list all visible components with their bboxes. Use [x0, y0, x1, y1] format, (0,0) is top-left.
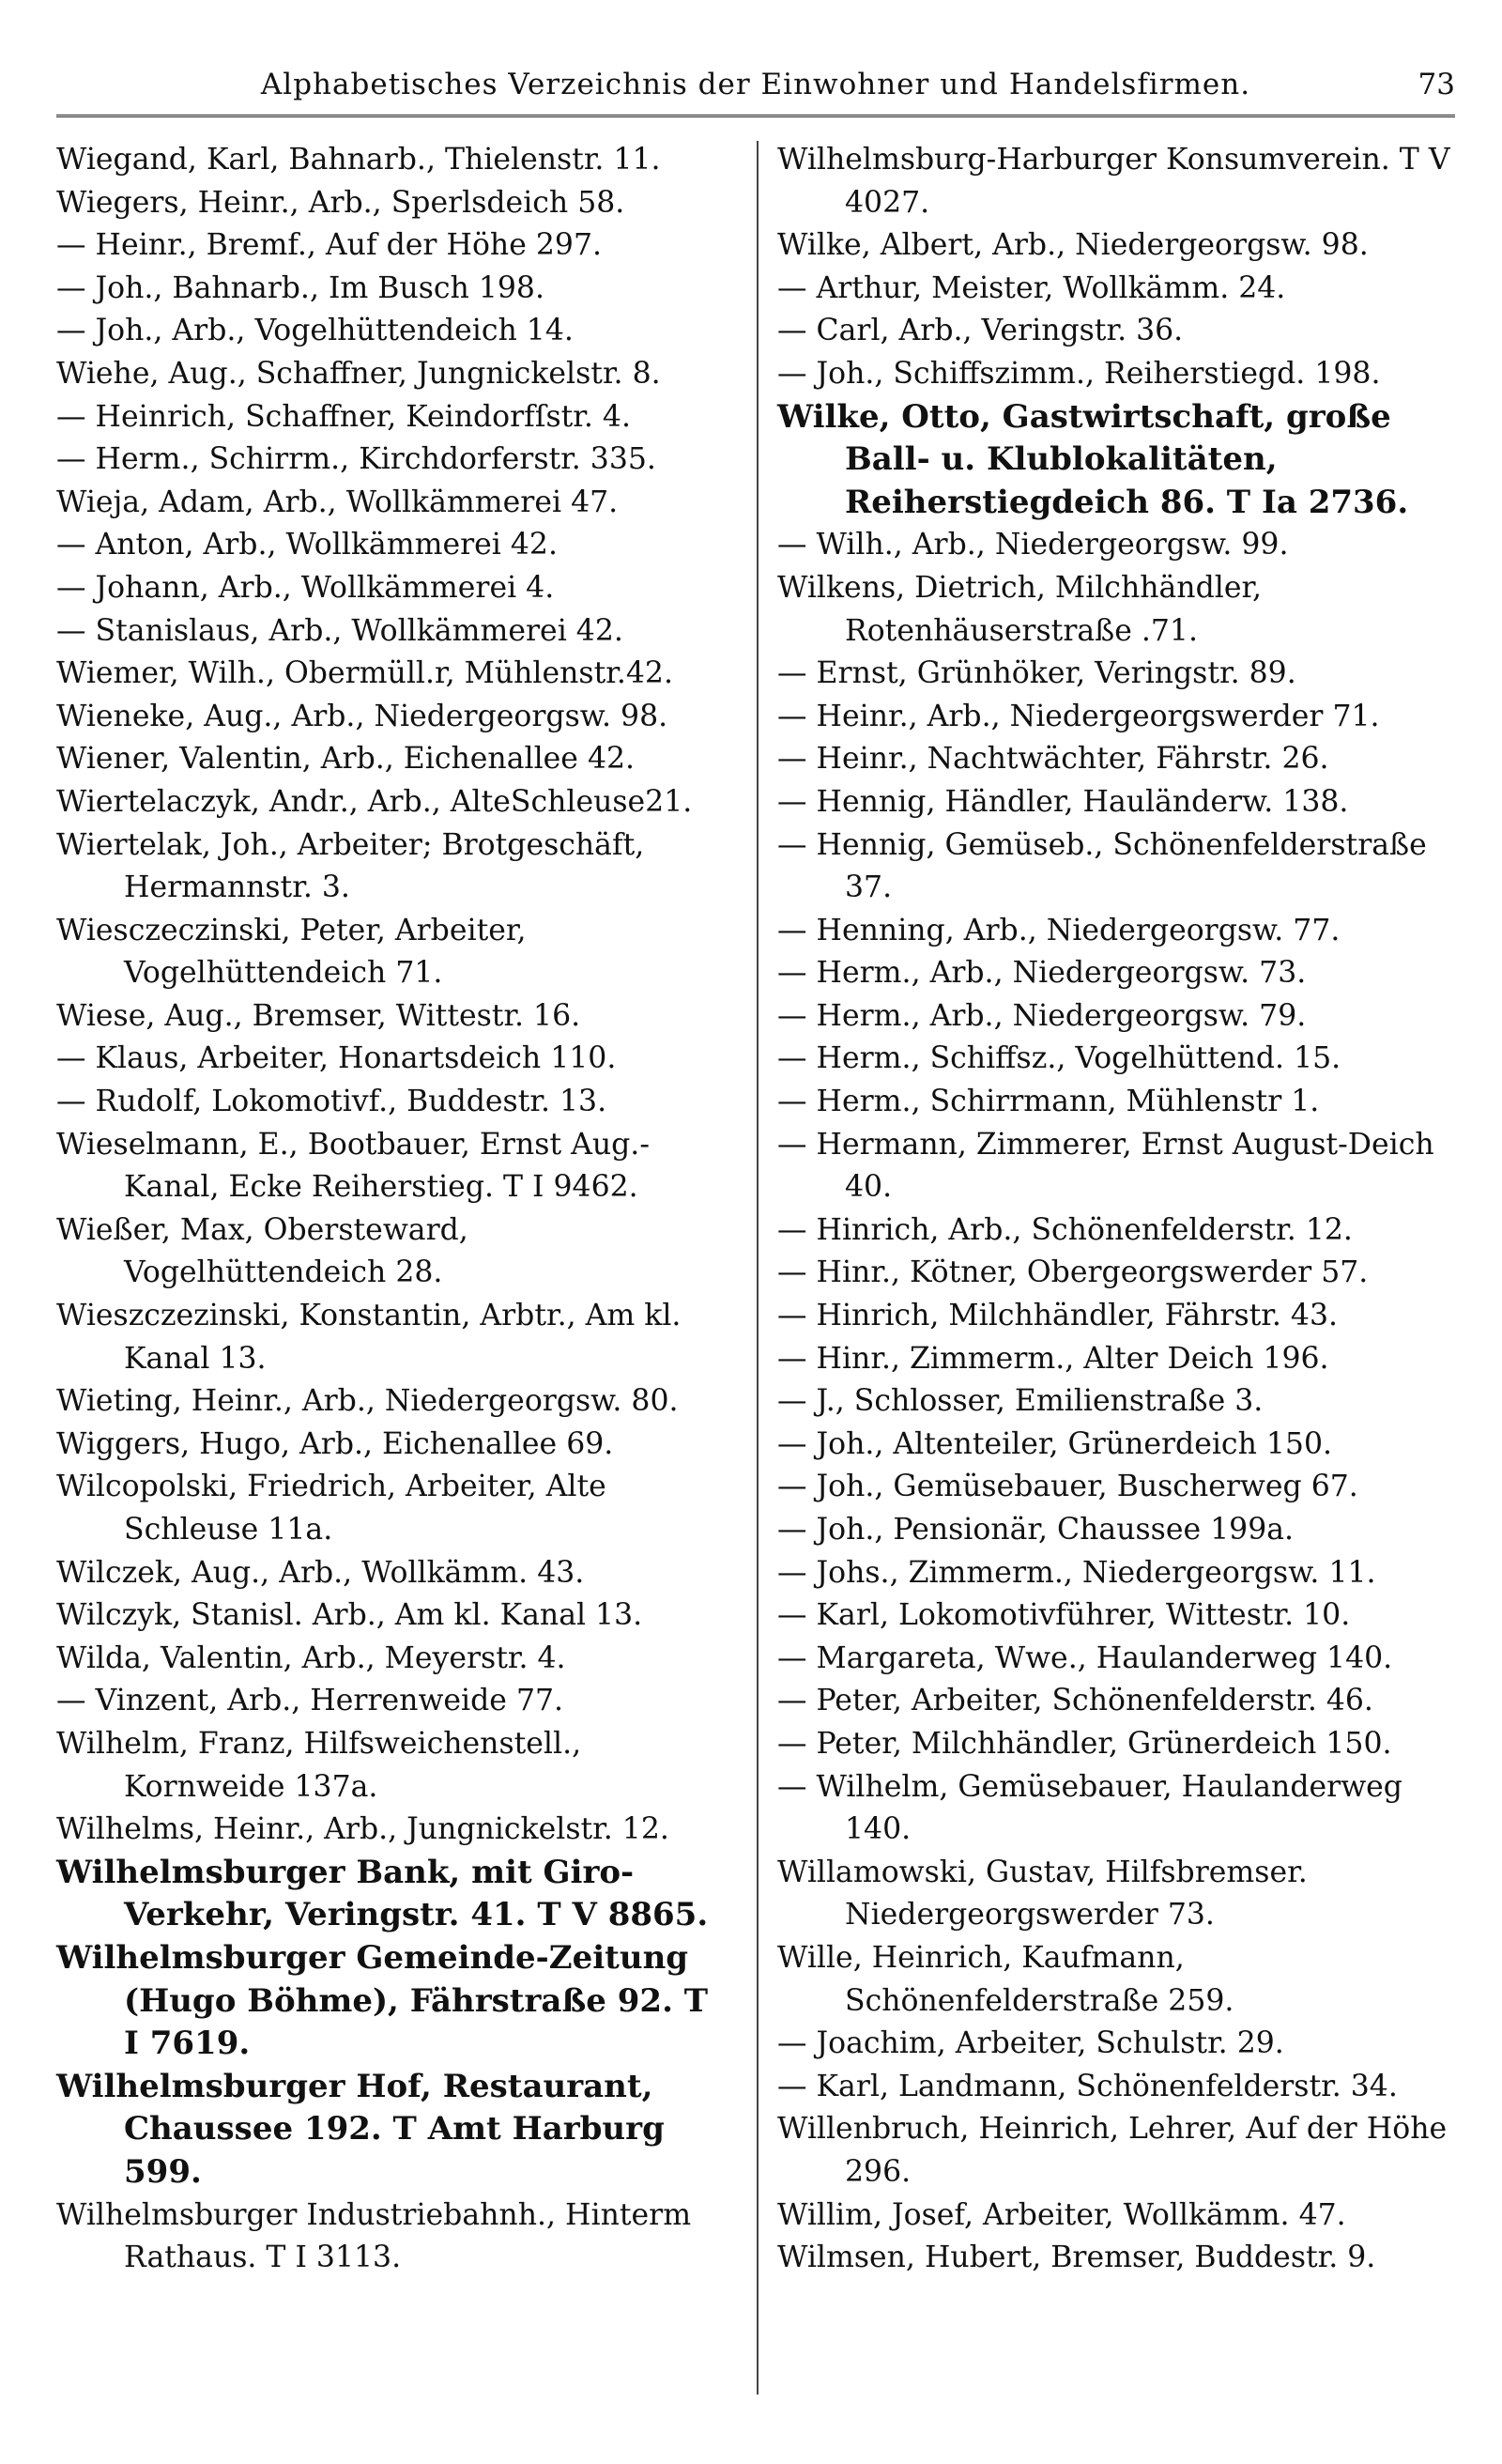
- directory-entry: Wilczyk, Stanisl. Arb., Am kl. Kanal 13.: [56, 1598, 643, 1633]
- directory-entry: Wiertelaczyk, Andr., Arb., AlteSchleuse21.: [56, 784, 693, 819]
- directory-entry: — Joh., Gemüsebauer, Buscherweg 67.: [777, 1470, 1358, 1504]
- directory-entry: — Joh., Bahnarb., Im Busch 198.: [56, 270, 544, 305]
- directory-entry: Wiehe, Aug., Schaffner, Jungnickelstr. 8.: [56, 356, 661, 391]
- directory-entry: — Heinr., Nachtwächter, Fährstr. 26.: [777, 742, 1329, 777]
- directory-entry: Wieszczezinski, Konstantin, Arbtr., Am kl. Kanal 13.: [56, 1299, 682, 1376]
- directory-entry: Wilhelms, Heinr., Arb., Jungnickelstr. 12.: [56, 1812, 669, 1847]
- directory-entry: — Karl, Lokomotivführer, Wittestr. 10.: [777, 1598, 1351, 1633]
- directory-entry: — Johann, Arb., Wollkämmerei 4.: [56, 570, 555, 605]
- directory-entry: — Herm., Schiffsz., Vogelhüttend. 15.: [777, 1041, 1341, 1076]
- directory-entry: — Hinrich, Milchhändler, Fährstr. 43.: [777, 1299, 1339, 1333]
- column-divider: [757, 141, 759, 2395]
- right-column: [777, 139, 1464, 2280]
- directory-entry: Wiese, Aug., Bremser, Wittestr. 16.: [56, 998, 581, 1033]
- directory-entry: — Peter, Milchhändler, Grünerdeich 150.: [777, 1726, 1392, 1761]
- directory-entry: — Ernst, Grünhöker, Veringstr. 89.: [777, 656, 1296, 691]
- directory-entry: — Herm., Arb., Niedergeorgsw. 79.: [777, 998, 1307, 1033]
- directory-entry: Wilhelmsburger Gemeinde-Zeitung (Hugo Böhme), Fährstraße 92. T I 7619.: [56, 1938, 709, 2063]
- directory-entry: Wiener, Valentin, Arb., Eichenallee 42.: [56, 742, 636, 777]
- directory-entry: — Hennig, Händler, Hauländerw. 138.: [777, 784, 1349, 819]
- directory-entry: — Heinr., Bremf., Auf der Höhe 297.: [56, 228, 603, 263]
- directory-entry: — Klaus, Arbeiter, Honartsdeich 110.: [56, 1041, 617, 1076]
- directory-entry: Wilkens, Dietrich, Milchhändler, Rotenhäuserstraße .71.: [777, 570, 1263, 648]
- directory-entry: Wilhelmsburger Hof, Restaurant, Chaussee 192. T Amt Harburg 599.: [56, 2067, 665, 2191]
- directory-entry: Wilczek, Aug., Arb., Wollkämm. 43.: [56, 1555, 585, 1590]
- directory-entry: — Peter, Arbeiter, Schönenfelderstr. 46.: [777, 1684, 1373, 1718]
- directory-entry: Wilmsen, Hubert, Bremser, Buddestr. 9.: [777, 2241, 1376, 2275]
- page-number: 73: [1418, 68, 1455, 101]
- directory-entry: Willamowski, Gustav, Hilfsbremser. Niedergeorgswerder 73.: [777, 1855, 1308, 1933]
- directory-entry: Wieting, Heinr., Arb., Niedergeorgsw. 80.: [56, 1384, 679, 1419]
- directory-entry: — Henning, Arb., Niedergeorgsw. 77.: [777, 913, 1341, 947]
- directory-entry: Wilda, Valentin, Arb., Meyerstr. 4.: [56, 1640, 566, 1675]
- directory-entry: — Margareta, Wwe., Haulanderweg 140.: [777, 1640, 1393, 1675]
- directory-entry: Wilhelmsburg-Harburger Konsumverein. T V 4027.: [777, 143, 1450, 220]
- directory-entry: — Wilhelm, Gemüsebauer, Haulanderweg 140.: [777, 1769, 1402, 1847]
- directory-entry: — Joachim, Arbeiter, Schulstr. 29.: [777, 2026, 1284, 2061]
- directory-entry: Wille, Heinrich, Kaufmann, Schönenfelderstraße 259.: [777, 1940, 1234, 2018]
- directory-entry: — Carl, Arb., Veringstr. 36.: [777, 314, 1184, 348]
- directory-entry: Willenbruch, Heinrich, Lehrer, Auf der Höhe 296.: [777, 2112, 1448, 2189]
- directory-entry: — Hennig, Gemüseb., Schönenfelderstraße 37.: [777, 827, 1427, 905]
- directory-entry: Wiggers, Hugo, Arb., Eichenallee 69.: [56, 1426, 614, 1461]
- directory-entry: — Joh., Pensionär, Chaussee 199a.: [777, 1513, 1295, 1547]
- directory-entry: — Hinr., Kötner, Obergeorgswerder 57.: [777, 1255, 1369, 1290]
- directory-entry: Wiertelak, Joh., Arbeiter; Brotgeschäft, Hermannstr. 3.: [56, 827, 645, 905]
- directory-entry: Wieja, Adam, Arb., Wollkämmerei 47.: [56, 485, 619, 519]
- directory-entry: — Heinr., Arb., Niedergeorgswerder 71.: [777, 699, 1380, 733]
- directory-entry: — Herm., Arb., Niedergeorgsw. 73.: [777, 956, 1307, 991]
- page-header: [56, 58, 1455, 117]
- directory-entry: — Johs., Zimmerm., Niedergeorgsw. 11.: [777, 1555, 1376, 1590]
- left-column: [56, 139, 732, 2280]
- directory-entry: — Hermann, Zimmerer, Ernst August-Deich 40.: [777, 1127, 1434, 1205]
- directory-entry: Wiesczeczinski, Peter, Arbeiter, Vogelhüttendeich 71.: [56, 913, 527, 991]
- directory-entry: Wilhelmsburger Bank, mit Giro-Verkehr, Veringstr. 41. T V 8865.: [56, 1853, 709, 1934]
- directory-entry: — Stanislaus, Arb., Wollkämmerei 42.: [56, 613, 623, 648]
- directory-entry: Wilke, Albert, Arb., Niedergeorgsw. 98.: [777, 228, 1369, 263]
- directory-entry: — Vinzent, Arb., Herrenweide 77.: [56, 1684, 564, 1718]
- directory-entry: — Joh., Altenteiler, Grünerdeich 150.: [777, 1426, 1333, 1461]
- running-title: Alphabetisches Verzeichnis der Einwohner und Handelsfirmen.: [260, 68, 1251, 101]
- directory-entry: Wilhelm, Franz, Hilfsweichenstell., Kornweide 137a.: [56, 1726, 582, 1804]
- directory-entry: — Anton, Arb., Wollkämmerei 42.: [56, 528, 558, 562]
- directory-entry: — Heinrich, Schaffner, Keindorfſstr. 4.: [56, 399, 631, 434]
- directory-entry: — Arthur, Meister, Wollkämm. 24.: [777, 270, 1286, 305]
- directory-entry: — Hinrich, Arb., Schönenfelderstr. 12.: [777, 1212, 1353, 1247]
- directory-entry: — Rudolf, Lokomotivf., Buddestr. 13.: [56, 1085, 607, 1119]
- directory-entry: Wilcopolski, Friedrich, Arbeiter, Alte Schleuse 11a.: [56, 1470, 606, 1547]
- directory-entry: Wiegand, Karl, Bahnarb., Thielenstr. 11.: [56, 143, 661, 177]
- directory-entry: — J., Schlosser, Emilienstraße 3.: [777, 1384, 1264, 1419]
- directory-entry: — Herm., Schirrm., Kirchdorferstr. 335.: [56, 442, 656, 477]
- directory-entry: Wieselmann, E., Bootbauer, Ernst Aug.-Kanal, Ecke Reiherstieg. T I 9462.: [56, 1127, 650, 1205]
- directory-entry: Wilhelmsburger Industriebahnh., Hinterm Rathaus. T I 3113.: [56, 2197, 692, 2275]
- directory-entry: Wieneke, Aug., Arb., Niedergeorgsw. 98.: [56, 699, 668, 733]
- directory-entry: — Herm., Schirrmann, Mühlenstr 1.: [777, 1085, 1320, 1119]
- directory-entry: Wiemer, Wilh., Obermüll.r, Mühlenstr.42.: [56, 656, 673, 691]
- directory-entry: — Joh., Arb., Vogelhüttendeich 14.: [56, 314, 574, 348]
- directory-entry: — Wilh., Arb., Niedergeorgsw. 99.: [777, 528, 1289, 562]
- directory-entry: — Hinr., Zimmerm., Alter Deich 196.: [777, 1341, 1329, 1376]
- directory-entry: Wilke, Otto, Gastwirtschaft, große Ball- u. Klublokalitäten, Reiherstiegdeich 86. T Ia 2736.: [777, 397, 1409, 521]
- directory-entry: — Joh., Schiffszimm., Reiherstiegd. 198.: [777, 356, 1381, 391]
- directory-entry: — Karl, Landmann, Schönenfelderstr. 34.: [777, 2069, 1398, 2103]
- directory-entry: Wießer, Max, Obersteward, Vogelhüttendeich 28.: [56, 1212, 468, 1290]
- directory-entry: Willim, Josef, Arbeiter, Wollkämm. 47.: [777, 2197, 1346, 2232]
- directory-entry: Wiegers, Heinr., Arb., Sperlsdeich 58.: [56, 185, 625, 220]
